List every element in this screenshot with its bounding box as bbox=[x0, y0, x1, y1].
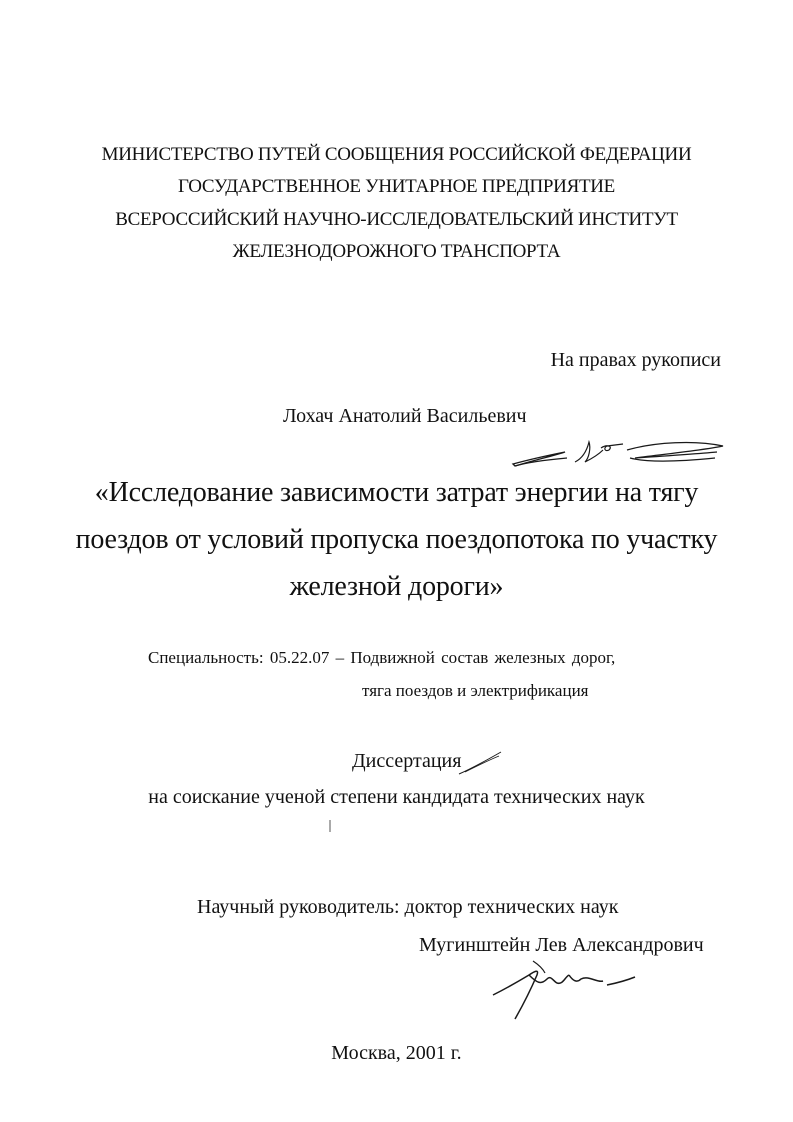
advisor-title: Научный руководитель: доктор технических наук bbox=[197, 896, 619, 918]
header-ministry: МИНИСТЕРСТВО ПУТЕЙ СООБЩЕНИЯ РОССИЙСКОЙ ФЕДЕРАЦИИ bbox=[101, 144, 692, 165]
place-and-year: Москва, 2001 г. bbox=[331, 1042, 462, 1064]
advisor-name: Мугинштейн Лев Александрович bbox=[419, 934, 704, 956]
stray-mark-icon bbox=[327, 818, 333, 834]
advisor-signature-icon bbox=[485, 955, 645, 1025]
pen-stroke-icon bbox=[455, 748, 505, 778]
title-line-3: железной дороги» bbox=[289, 571, 504, 602]
header-institute-field: ЖЕЛЕЗНОДОРОЖНОГО ТРАНСПОРТА bbox=[232, 241, 561, 262]
manuscript-note: На правах рукописи bbox=[550, 349, 721, 371]
header-enterprise: ГОСУДАРСТВЕННОЕ УНИТАРНОЕ ПРЕДПРИЯТИЕ bbox=[178, 176, 615, 197]
title-line-1: «Исследование зависимости затрат энергии на тягу bbox=[94, 477, 699, 508]
author-name: Лохач Анатолий Васильевич bbox=[283, 405, 527, 427]
specialty-line-2: тяга поездов и электрификация bbox=[362, 681, 589, 700]
dissertation-label: Диссертация bbox=[352, 750, 462, 772]
header-institute: ВСЕРОССИЙСКИЙ НАУЧНО-ИССЛЕДОВАТЕЛЬСКИЙ ИНСТИТУТ bbox=[115, 209, 678, 230]
degree-line: на соискание ученой степени кандидата технических наук bbox=[148, 786, 645, 808]
title-line-2: поездов от условий пропуска поездопотока по участку bbox=[75, 524, 718, 555]
author-signature-icon bbox=[505, 428, 735, 478]
specialty-line-1: Специальность: 05.22.07 – Подвижной состав железных дорог, bbox=[148, 648, 616, 667]
